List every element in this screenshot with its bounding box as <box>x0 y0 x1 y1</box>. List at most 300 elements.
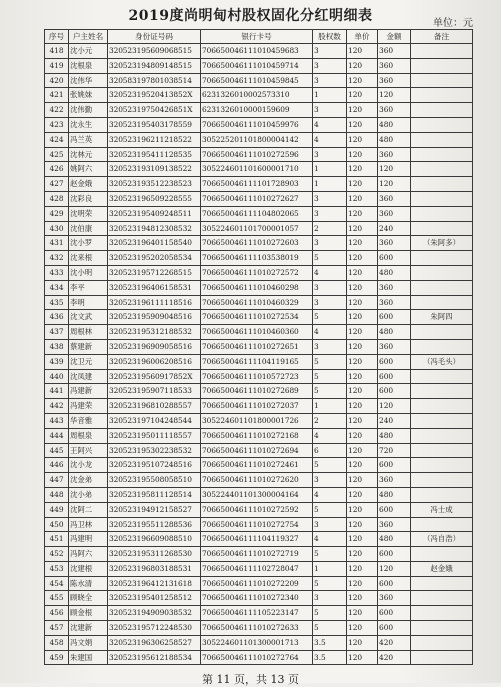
bank-card-number-cell: 706650046111010459714 <box>201 58 313 73</box>
id-number-cell: 32052319750426851X <box>108 103 201 118</box>
row-number-cell: 456 <box>45 606 69 621</box>
table-row <box>45 147 473 162</box>
unit-price-cell: 120 <box>347 295 378 310</box>
share-count-cell: 3 <box>313 339 347 354</box>
id-number-cell: 320523193512238523 <box>108 177 201 192</box>
table-row <box>45 177 473 192</box>
unit-price-cell: 120 <box>347 162 378 177</box>
unit-price-cell: 120 <box>347 635 378 650</box>
table-row <box>45 191 473 206</box>
id-number-cell: 320523195311268530 <box>108 547 201 562</box>
id-number-cell: 320523195909048516 <box>108 310 201 325</box>
header-id: 身份证号码 <box>108 30 201 44</box>
remark-cell <box>411 517 473 532</box>
row-number-cell: 423 <box>45 117 69 132</box>
table-row <box>45 354 473 369</box>
row-number-cell: 437 <box>45 325 69 340</box>
householder-name-cell: 沈伯康 <box>69 221 108 236</box>
householder-name-cell: 沈小罗 <box>69 236 108 251</box>
id-number-cell: 320523196111118516 <box>108 295 201 310</box>
unit-price-cell: 120 <box>347 325 378 340</box>
remark-cell <box>411 399 473 414</box>
share-count-cell: 4 <box>313 265 347 280</box>
remark-cell <box>411 295 473 310</box>
table-row <box>45 221 473 236</box>
remark-cell <box>411 413 473 428</box>
table-row <box>45 606 473 621</box>
id-number-cell: 320523196401158540 <box>108 236 201 251</box>
share-count-cell: 1 <box>313 561 347 576</box>
share-count-cell: 4 <box>313 325 347 340</box>
unit-price-cell: 120 <box>347 576 378 591</box>
bank-card-number-cell: 305224601101800001726 <box>201 413 313 428</box>
id-number-cell: 320523196306258527 <box>108 635 201 650</box>
row-number-cell: 429 <box>45 206 69 221</box>
bank-card-number-cell: 706650046111104119165 <box>201 354 313 369</box>
row-number-cell: 454 <box>45 576 69 591</box>
householder-name-cell: 沈小元 <box>69 44 108 59</box>
amount-cell: 360 <box>378 591 411 606</box>
amount-cell: 600 <box>378 354 411 369</box>
share-count-cell: 3 <box>313 206 347 221</box>
remark-cell: 冯士成 <box>411 502 473 517</box>
amount-cell: 360 <box>378 517 411 532</box>
id-number-cell: 320523196609088510 <box>108 532 201 547</box>
share-count-cell: 3 <box>313 44 347 59</box>
bank-card-number-cell: 706650046111103538019 <box>201 251 313 266</box>
householder-name-cell: 沈伟勤 <box>69 103 108 118</box>
unit-price-cell: 120 <box>347 88 378 103</box>
bank-card-number-cell: 706650046111010272754 <box>201 517 313 532</box>
remark-cell <box>411 369 473 384</box>
row-number-cell: 451 <box>45 532 69 547</box>
id-number-cell: 320523195907118533 <box>108 384 201 399</box>
householder-name-cell: 沈明荣 <box>69 206 108 221</box>
table-row <box>45 502 473 517</box>
header-note: 备注 <box>411 30 473 44</box>
table-row <box>45 162 473 177</box>
unit-price-cell: 120 <box>347 621 378 636</box>
id-number-cell: 320523195401258512 <box>108 591 201 606</box>
amount-cell: 240 <box>378 221 411 236</box>
amount-cell: 120 <box>378 561 411 576</box>
id-number-cell: 320523196803188531 <box>108 561 201 576</box>
householder-name-cell: 沈永生 <box>69 117 108 132</box>
bank-card-number-cell: 706650046111010272603 <box>201 236 313 251</box>
share-count-cell: 3 <box>313 236 347 251</box>
remark-cell <box>411 58 473 73</box>
householder-name-cell: 陈水清 <box>69 576 108 591</box>
amount-cell: 480 <box>378 117 411 132</box>
unit-price-cell: 120 <box>347 399 378 414</box>
table-row <box>45 458 473 473</box>
householder-name-cell: 周根林 <box>69 325 108 340</box>
table-row <box>45 73 473 88</box>
table-row <box>45 44 473 59</box>
bank-card-number-cell: 706650046111010272651 <box>201 339 313 354</box>
id-number-cell: 320523195612188534 <box>108 650 201 665</box>
bank-card-number-cell: 305225201101800004142 <box>201 132 313 147</box>
header-name: 户主姓名 <box>69 30 108 44</box>
householder-name-cell: 冯文娟 <box>69 635 108 650</box>
unit-price-cell: 120 <box>347 354 378 369</box>
share-count-cell: 3 <box>313 295 347 310</box>
row-number-cell: 443 <box>45 413 69 428</box>
amount-cell: 360 <box>378 339 411 354</box>
share-count-cell: 3 <box>313 591 347 606</box>
unit-price-cell: 120 <box>347 191 378 206</box>
share-count-cell: 5 <box>313 576 347 591</box>
table-row <box>45 339 473 354</box>
amount-cell: 420 <box>378 650 411 665</box>
amount-cell: 480 <box>378 265 411 280</box>
share-count-cell: 3 <box>313 58 347 73</box>
amount-cell: 360 <box>378 295 411 310</box>
share-count-cell: 4 <box>313 487 347 502</box>
unit-price-cell: 120 <box>347 251 378 266</box>
table-row <box>45 561 473 576</box>
amount-cell: 120 <box>378 88 411 103</box>
bank-card-number-cell: 706650046111010459845 <box>201 73 313 88</box>
remark-cell <box>411 384 473 399</box>
householder-name-cell: 沈小明 <box>69 265 108 280</box>
id-number-cell: 320523195508058510 <box>108 473 201 488</box>
share-count-cell: 3 <box>313 191 347 206</box>
amount-cell: 360 <box>378 236 411 251</box>
remark-cell <box>411 280 473 295</box>
id-number-cell: 320523195403178559 <box>108 117 201 132</box>
share-count-cell: 4 <box>313 132 347 147</box>
unit-price-cell: 120 <box>347 147 378 162</box>
remark-cell <box>411 606 473 621</box>
amount-cell: 360 <box>378 103 411 118</box>
remark-cell <box>411 88 473 103</box>
householder-name-cell: 冯建荣 <box>69 399 108 414</box>
id-number-cell: 320523196412131618 <box>108 576 201 591</box>
remark-cell <box>411 147 473 162</box>
row-number-cell: 458 <box>45 635 69 650</box>
table-row <box>45 117 473 132</box>
table-body <box>45 44 473 665</box>
bank-card-number-cell: 706650046111010459683 <box>201 44 313 59</box>
amount-cell: 360 <box>378 191 411 206</box>
header-shares: 股权数 <box>313 30 347 44</box>
page-number: 第 11 页，共 13 页 <box>202 673 299 686</box>
householder-name-cell: 沈林元 <box>69 147 108 162</box>
table-header-row <box>45 30 473 44</box>
remark-cell <box>411 339 473 354</box>
householder-name-cell: 沈来根 <box>69 251 108 266</box>
unit-price-cell: 120 <box>347 221 378 236</box>
unit-price-cell: 120 <box>347 413 378 428</box>
amount-cell: 360 <box>378 44 411 59</box>
row-number-cell: 432 <box>45 251 69 266</box>
table-row <box>45 576 473 591</box>
row-number-cell: 453 <box>45 561 69 576</box>
bank-card-number-cell: 706650046111010272534 <box>201 310 313 325</box>
table-row <box>45 621 473 636</box>
bank-card-number-cell: 706650046111010272596 <box>201 147 313 162</box>
share-count-cell: 5 <box>313 458 347 473</box>
row-number-cell: 440 <box>45 369 69 384</box>
share-count-cell: 3 <box>313 103 347 118</box>
table-row <box>45 591 473 606</box>
share-count-cell: 5 <box>313 251 347 266</box>
share-count-cell: 5 <box>313 502 347 517</box>
row-number-cell: 418 <box>45 44 69 59</box>
id-number-cell: 320523195107248516 <box>108 458 201 473</box>
share-count-cell: 3 <box>313 473 347 488</box>
bank-card-number-cell: 305224401101300004164 <box>201 487 313 502</box>
unit-price-cell: 120 <box>347 132 378 147</box>
id-number-cell: 320523196006208516 <box>108 354 201 369</box>
remark-cell: 赵金娥 <box>411 561 473 576</box>
share-count-cell: 1 <box>313 88 347 103</box>
table-row <box>45 132 473 147</box>
amount-cell: 480 <box>378 428 411 443</box>
row-number-cell: 422 <box>45 103 69 118</box>
remark-cell <box>411 325 473 340</box>
unit-price-cell: 120 <box>347 458 378 473</box>
amount-cell: 600 <box>378 621 411 636</box>
id-number-cell: 320523194812308532 <box>108 221 201 236</box>
id-number-cell: 320523195011118557 <box>108 428 201 443</box>
bank-card-number-cell: 706650046111010460360 <box>201 325 313 340</box>
id-number-cell: 320583197801038514 <box>108 73 201 88</box>
remark-cell <box>411 265 473 280</box>
amount-cell: 480 <box>378 487 411 502</box>
row-number-cell: 435 <box>45 295 69 310</box>
table-row <box>45 325 473 340</box>
amount-cell: 360 <box>378 58 411 73</box>
row-number-cell: 450 <box>45 517 69 532</box>
remark-cell <box>411 428 473 443</box>
row-number-cell: 424 <box>45 132 69 147</box>
share-count-cell: 5 <box>313 547 347 562</box>
remark-cell <box>411 44 473 59</box>
share-count-cell: 6 <box>313 443 347 458</box>
bank-card-number-cell: 706650046111102728047 <box>201 561 313 576</box>
unit-price-cell: 120 <box>347 369 378 384</box>
remark-cell: （朱阿多） <box>411 236 473 251</box>
share-count-cell: 1 <box>313 177 347 192</box>
row-number-cell: 430 <box>45 221 69 236</box>
remark-cell <box>411 117 473 132</box>
id-number-cell: 320523195409248511 <box>108 206 201 221</box>
bank-card-number-cell: 706650046111105223147 <box>201 606 313 621</box>
unit-price-cell: 120 <box>347 384 378 399</box>
id-number-cell: 320523195712268515 <box>108 265 201 280</box>
row-number-cell: 433 <box>45 265 69 280</box>
header-bank: 银行卡号 <box>201 30 313 44</box>
table-row <box>45 265 473 280</box>
id-number-cell: 320523195712248530 <box>108 621 201 636</box>
row-number-cell: 425 <box>45 147 69 162</box>
householder-name-cell: 沈小弟 <box>69 487 108 502</box>
remark-cell <box>411 206 473 221</box>
householder-name-cell: 沈凤建 <box>69 369 108 384</box>
row-number-cell: 431 <box>45 236 69 251</box>
unit-price-cell: 120 <box>347 591 378 606</box>
unit-price-cell: 120 <box>347 58 378 73</box>
householder-name-cell: 冯卫林 <box>69 517 108 532</box>
householder-name-cell: 蔡建新 <box>69 339 108 354</box>
bank-card-number-cell: 6231326010002573310 <box>201 88 313 103</box>
amount-cell: 360 <box>378 473 411 488</box>
remark-cell <box>411 221 473 236</box>
bank-card-number-cell: 706650046111010272209 <box>201 576 313 591</box>
id-number-cell: 320523195312188532 <box>108 325 201 340</box>
dividend-table <box>44 29 473 665</box>
id-number-cell: 320523195302238532 <box>108 443 201 458</box>
table-row <box>45 103 473 118</box>
row-number-cell: 442 <box>45 399 69 414</box>
bank-card-number-cell: 706650046111010272719 <box>201 547 313 562</box>
row-number-cell: 449 <box>45 502 69 517</box>
householder-name-cell: 朱建国 <box>69 650 108 665</box>
remark-cell <box>411 576 473 591</box>
table-row <box>45 517 473 532</box>
remark-cell <box>411 103 473 118</box>
share-count-cell: 3 <box>313 280 347 295</box>
bank-card-number-cell: 706650046111010272037 <box>201 399 313 414</box>
amount-cell: 420 <box>378 635 411 650</box>
remark-cell <box>411 251 473 266</box>
amount-cell: 600 <box>378 310 411 325</box>
share-count-cell: 1 <box>313 162 347 177</box>
row-number-cell: 420 <box>45 73 69 88</box>
remark-cell: 朱阿四 <box>411 310 473 325</box>
row-number-cell: 448 <box>45 487 69 502</box>
bank-card-number-cell: 706650046111010272689 <box>201 384 313 399</box>
unit-price-cell: 120 <box>347 517 378 532</box>
amount-cell: 240 <box>378 413 411 428</box>
bank-card-number-cell: 706650046111010272694 <box>201 443 313 458</box>
table-row <box>45 88 473 103</box>
id-number-cell: 320523195411128535 <box>108 147 201 162</box>
unit-price-cell: 120 <box>347 473 378 488</box>
row-number-cell: 445 <box>45 443 69 458</box>
householder-name-cell: 顾晓全 <box>69 591 108 606</box>
householder-name-cell: 沈根泉 <box>69 58 108 73</box>
share-count-cell: 4 <box>313 428 347 443</box>
remark-cell <box>411 635 473 650</box>
share-count-cell: 2 <box>313 221 347 236</box>
unit-price-cell: 120 <box>347 117 378 132</box>
unit-price-cell: 120 <box>347 650 378 665</box>
unit-price-cell: 120 <box>347 177 378 192</box>
table-row <box>45 443 473 458</box>
remark-cell <box>411 591 473 606</box>
bank-card-number-cell: 706650046111010460329 <box>201 295 313 310</box>
unit-price-cell: 120 <box>347 206 378 221</box>
unit-price-cell: 120 <box>347 428 378 443</box>
unit-price-cell: 120 <box>347 561 378 576</box>
remark-cell <box>411 650 473 665</box>
amount-cell: 480 <box>378 132 411 147</box>
unit-price-cell: 120 <box>347 606 378 621</box>
remark-cell <box>411 132 473 147</box>
bank-card-number-cell: 706650046111010272572 <box>201 265 313 280</box>
amount-cell: 600 <box>378 369 411 384</box>
bank-card-number-cell: 706650046111010272592 <box>201 502 313 517</box>
bank-card-number-cell: 706650046111010272764 <box>201 650 313 665</box>
share-count-cell: 3.5 <box>313 650 347 665</box>
amount-cell: 360 <box>378 206 411 221</box>
householder-name-cell: 沈文武 <box>69 310 108 325</box>
unit-price-cell: 120 <box>347 236 378 251</box>
unit-price-cell: 120 <box>347 310 378 325</box>
row-number-cell: 441 <box>45 384 69 399</box>
share-count-cell: 4 <box>313 117 347 132</box>
remark-cell <box>411 487 473 502</box>
remark-cell <box>411 443 473 458</box>
unit-price-cell: 120 <box>347 532 378 547</box>
table-row <box>45 547 473 562</box>
id-number-cell: 320523194912158527 <box>108 502 201 517</box>
householder-name-cell: 沈建根 <box>69 561 108 576</box>
row-number-cell: 438 <box>45 339 69 354</box>
householder-name-cell: 冯阿六 <box>69 547 108 562</box>
bank-card-number-cell: 706650046111010272620 <box>201 473 313 488</box>
table-row <box>45 532 473 547</box>
householder-name-cell: 沈卫元 <box>69 354 108 369</box>
amount-cell: 600 <box>378 384 411 399</box>
row-number-cell: 436 <box>45 310 69 325</box>
id-number-cell: 320523195811128514 <box>108 487 201 502</box>
row-number-cell: 459 <box>45 650 69 665</box>
row-number-cell: 419 <box>45 58 69 73</box>
unit-price-cell: 120 <box>347 265 378 280</box>
amount-cell: 360 <box>378 147 411 162</box>
bank-card-number-cell: 706650046111104119327 <box>201 532 313 547</box>
share-count-cell: 5 <box>313 606 347 621</box>
unit-price-cell: 120 <box>347 502 378 517</box>
householder-name-cell: 沈彩良 <box>69 191 108 206</box>
bank-card-number-cell: 305224601101600001710 <box>201 162 313 177</box>
bank-card-number-cell: 706650046111010272168 <box>201 428 313 443</box>
table-row <box>45 487 473 502</box>
table-row <box>45 58 473 73</box>
table-row <box>45 280 473 295</box>
remark-cell <box>411 621 473 636</box>
table-row <box>45 399 473 414</box>
remark-cell <box>411 162 473 177</box>
row-number-cell: 434 <box>45 280 69 295</box>
householder-name-cell: 赵金娥 <box>69 177 108 192</box>
share-count-cell: 3.5 <box>313 635 347 650</box>
row-number-cell: 457 <box>45 621 69 636</box>
householder-name-cell: 王阿兴 <box>69 443 108 458</box>
amount-cell: 600 <box>378 251 411 266</box>
householder-name-cell: 冯建明 <box>69 532 108 547</box>
header-no: 序号 <box>45 30 69 44</box>
remark-cell <box>411 191 473 206</box>
share-count-cell: 3 <box>313 147 347 162</box>
header-price: 单价 <box>347 30 378 44</box>
bank-card-number-cell: 706650046111010272461 <box>201 458 313 473</box>
row-number-cell: 421 <box>45 88 69 103</box>
table-row <box>45 251 473 266</box>
householder-name-cell: 华音雅 <box>69 413 108 428</box>
bank-card-number-cell: 706650046111010459976 <box>201 117 313 132</box>
table-row <box>45 428 473 443</box>
householder-name-cell: 冯建新 <box>69 384 108 399</box>
share-count-cell: 3 <box>313 73 347 88</box>
amount-cell: 360 <box>378 73 411 88</box>
table-row <box>45 413 473 428</box>
bank-card-number-cell: 706650046111010272627 <box>201 191 313 206</box>
